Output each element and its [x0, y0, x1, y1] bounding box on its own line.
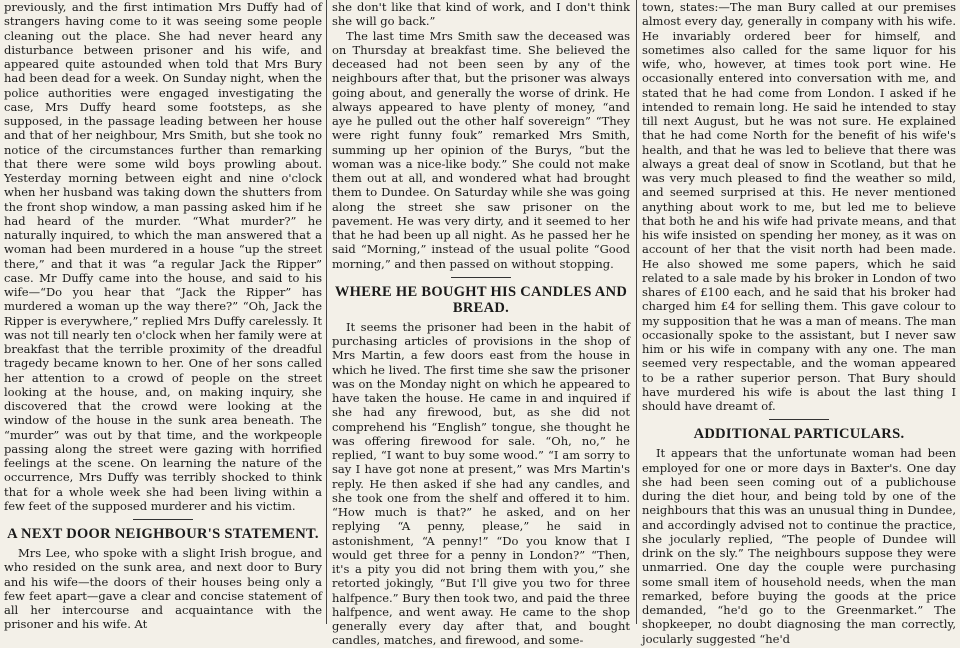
column-3-paragraph-1: town, states:—The man Bury called at our premises almost every day, generally in company with his wife. He invariably ordered beer for himself, and sometimes also called for the same liquor for his wife, who, however, at times took port wine. He occasionally entered into conversation with me, and stated that he had come from London. I asked if he intended to remain long. He said he intended to stay till next August, but he was not sure. He explained that he had come North for the benefit of his wife's health, and that he was led to believe that there was always a great deal of snow in Scotland, but that he was very much pleased to find the weather so mild, and seemed surprised at this. He never mentioned anything about work to me, but led me to believe that both he and his wife had private means, and that his wife insisted on spending her money, as it was on account of her that the visit north had been made. He also showed me some papers, which he said related to a sale made by his broker in London of two shares of £100 each, and he said that his broker had charged him £4 for selling them. This gave colour to my supposition that he was a man of means. The man occasionally spoke to the assistant, but I never saw him or his wife in company with any one. The man seemed very respectable, and the woman appeared to be a rather superior person. That Bury should have murdered his wife is about the last thing I should have dreamt of.: [642, 0, 956, 413]
column-2-paragraph-3: It seems the prisoner had been in the habit of purchasing articles of provisions in the shop of Mrs Martin, a few doors east from the house in which he lived. The first time she saw the prisoner was on the Monday night on which he appeared to have taken the house. He came in and inquired if she had any firewood, but, as she did not comprehend his “English” tongue, she thought he was offering firewood for sale. “Oh, no,” he replied, “I want to buy some wood.” “I am sorry to say I have got none at present,” was Mrs Martin's reply. He then asked if she had any candles, and she took one from the shelf and offered it to him. “How much is that?” he asked, and on her replying “A penny, please,” he said in astonishment, “A penny!” “Do you know that I would get three for a penny in London?” “Then, it's a pity you did not bring them with you,” she retorted jokingly, “But I'll give you two for three halfpence.” Bury then took two, and paid the three halfpence, and went away. He came to the shop generally every day after that, and bought candles, matches, and firewood, and some-: [332, 319, 630, 648]
column-1-paragraph-1: previously, and the first intimation Mrs Duffy had of strangers having come to it was seeing some people cleaning out the place. She had never heard any disturbance between prisoner and his wife, and appeared quite astounded when told that Mrs Bury had been dead for a week. On Sunday night, when the police authorities were engaged investigating the case, Mrs Duffy heard some footsteps, as she supposed, in the passage leading between her house and that of her neighbour, Mrs Smith, but she took no notice of the circumstances further than remarking that there were some wild boys prowling about. Yesterday morning between eight and nine o'clock when her husband was taking down the shutters from the front shop window, a man passing asked him if he had heard of the murder. “What murder?” he naturally inquired, to which the man answered that a woman had been murdered in a house “up the street there,” and that it was “a regular Jack the Ripper” case. Mr Duffy came into the house, and said to his wife—“Do you hear that “Jack the Ripper” has murdered a woman up the way there?” “Oh, Jack the Ripper is everywhere,” replied Mrs Duffy carelessly. It was not till nearly ten o'clock when her family were at breakfast that the terrible proximity of the dreadful tragedy became known to her. One of her sons called her attention to a crowd of people on the street looking at the house, and, on making inquiry, she discovered that the crowd were looking at the window of the house in the sunk area beneath. The “murder” was out by that time, and the workpeople passing along the street were gazing with horrified feelings at the scene. On learning the nature of the occurrence, Mrs Duffy was terribly shocked to think that for a whole week she had been living within a few feet of the supposed murderer and his victim.: [4, 0, 322, 513]
heading-additional-particulars: ADDITIONAL PARTICULARS.: [693, 426, 905, 443]
column-2-paragraph-1: she don't like that kind of work, and I don't think she will go back.”: [332, 0, 630, 29]
column-2: [332, 0, 630, 648]
column-3: [642, 0, 956, 646]
section-separator: [769, 419, 829, 420]
section-separator: [133, 519, 193, 520]
column-3-paragraph-2: It appears that the unfortunate woman had been employed for one or more days in Baxter's. One day she had been seen coming out of a publichouse during the diet hour, and being told by one of the neighbours that this was an unusual thing in Dundee, and accordingly advised not to continue the practice, she jocularly replied, “The people of Dundee will drink on the sly.” The neighbours suppose they were unmarried. One day the couple were purchasing some small item of household needs, when the man remarked, before buying the goods at the price demanded, “he'd go to the Greenmarket.” The shopkeeper, no doubt diagnosing the man correctly, jocularly suggested “he'd: [642, 446, 956, 646]
heading-candles-and-bread: WHERE HE BOUGHT HIS CANDLES AND BREAD.: [334, 283, 628, 316]
column-1: [4, 0, 322, 632]
column-2-paragraph-2: The last time Mrs Smith saw the deceased was on Thursday at breakfast time. She believed the deceased had not been seen by any of the neighbours after that, but the prisoner was always going about, and generally the worse of drink. He always appeared to have plenty of money, “and aye he pulled out the other half sovereign” “They were right funny fouk” remarked Mrs Smith, summing up her opinion of the Burys, “but the woman was a nice-like body.” She could not make them out at all, and wondered what had brought them to Dundee. On Saturday while she was going along the street she saw prisoner on the pavement. He was very dirty, and it seemed to her that he had been up all night. As he passed her he said “Morning,” instead of the usual polite “Good morning,” and then passed on without stopping.: [332, 28, 630, 271]
column-1-paragraph-2: Mrs Lee, who spoke with a slight Irish brogue, and who resided on the sunk area, and next door to Bury and his wife—the doors of their houses being only a few feet apart—gave a clear and concise statement of all her intercourse and acquaintance with the prisoner and his wife. At: [4, 546, 322, 632]
column-rule-2: [636, 0, 637, 624]
section-separator: [451, 277, 511, 278]
heading-next-door-neighbour: A NEXT DOOR NEIGHBOUR'S STATEMENT.: [7, 526, 319, 542]
column-rule-1: [326, 0, 327, 624]
